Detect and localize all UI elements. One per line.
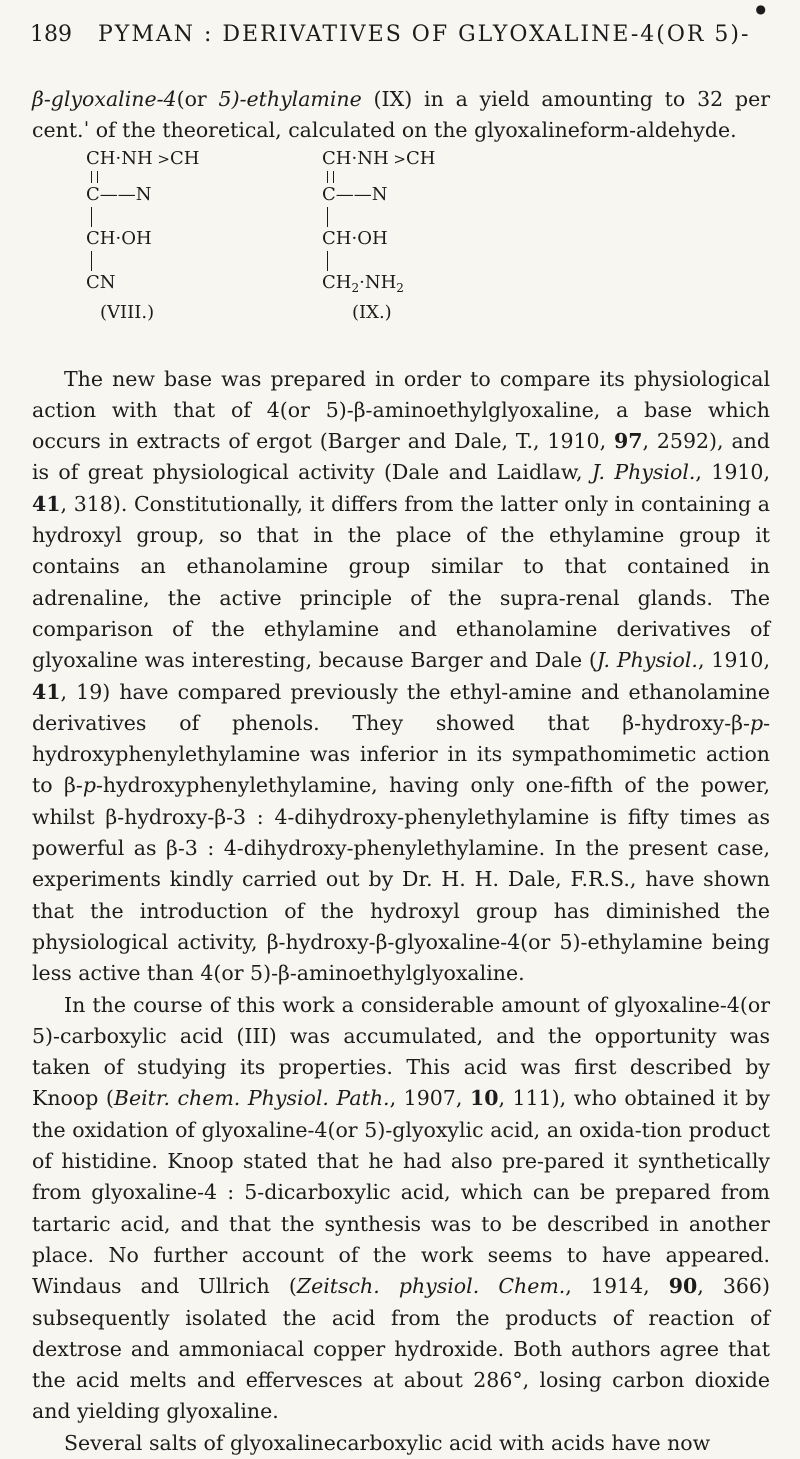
text-run: -hydroxyphenylethylamine, having only one-fifth of the power, whilst β-hydroxy-β-3 : 4-dihydroxy-phenylethylamine is fifty times as powerful as β-3 : 4-dihydroxy-phenylethylamine. In the present case, experiments kindly carried out by Dr. H. H. Dale, F.R.S., have shown that the introduction of the hydroxyl group has diminished the physiological activity, β-hydroxy-β-glyoxaline-4(or 5)-ethylamine being less active than 4(or 5)-β-aminoethylglyoxaline. [32, 773, 770, 986]
text-run: (IX) in a yield amounting to 32 per cent.ˈ of the theoretical, calculated on the glyoxalineform-aldehyde. [32, 87, 770, 143]
formula-subscript: 2 [351, 280, 360, 295]
bond-line [333, 171, 334, 183]
structural-formulae [86, 147, 770, 364]
text-run: (or [176, 87, 219, 111]
text-run: , 1914, [565, 1274, 669, 1299]
volume-number: 90 [668, 1274, 698, 1299]
paragraph-1 [32, 84, 770, 147]
body-text [32, 84, 770, 1459]
bond-line [327, 251, 328, 271]
compound-name-italic: 5)-ethylamine [218, 87, 362, 111]
text-run: , 2592), and is of great physiological activity (Dale and Laidlaw, [32, 429, 770, 485]
journal-name: J. Physiol. [591, 460, 696, 485]
text-run: , 318). Constitutionally, it differs from the latter only in containing a hydroxyl group, so that in the place of the ethylamine group it contains an ethanolamine group similar to that contained in adrenaline, the active principle of the supra-renal glands. The comparison of the ethylamine and ethanolamine derivatives of glyoxaline was interesting, because Barger and Dale ( [32, 491, 770, 673]
formula-text: CH·NH [322, 147, 389, 169]
formula-label: (VIII.) [100, 301, 155, 323]
journal-name: Zeitsch. physiol. Chem. [296, 1274, 566, 1299]
bond-line [97, 171, 98, 183]
volume-number: 97 [613, 429, 643, 454]
formula-row: CH·NH >CH [86, 147, 200, 169]
running-header [30, 22, 770, 47]
formula-row: CH·OH [86, 227, 152, 249]
formula-subscript: 2 [396, 280, 404, 295]
text-run: , 366) subsequently isolated the acid from the products of reaction of dextrose and ammoniacal copper hydroxide. Both authors agree that the acid melts and effervesces at about 286°, losing carbon dioxide and yielding glyoxaline. [32, 1274, 770, 1424]
bond-line [91, 171, 92, 183]
volume-number: 41 [32, 491, 61, 516]
formula-row: C——N [322, 183, 388, 205]
formula-text: CH·NH [86, 147, 153, 169]
journal-name: J. Physiol. [596, 648, 698, 673]
italic-prefix: p [749, 710, 764, 735]
formula-label: (IX.) [352, 301, 392, 323]
formula-text: CH [405, 147, 436, 169]
running-title: PYMAN : DERIVATIVES OF GLYOXALINE-4(OR 5)- [98, 22, 751, 47]
bond-line [91, 207, 92, 227]
bond-line [327, 171, 328, 183]
text-run: , 19) have compared previously the ethyl-amine and ethanolamine derivatives of phenols. They showed that β-hydroxy-β- [32, 679, 770, 735]
formula-text: CH [169, 147, 200, 169]
paragraph-2 [32, 364, 770, 990]
formula-row: CN [86, 271, 116, 293]
formula-viii [86, 147, 256, 364]
text-run: , 1910, [695, 460, 770, 485]
paragraph-3 [32, 990, 770, 1428]
paragraph-4: Several salts of glyoxalinecarboxylic acid with acids have now [64, 1430, 711, 1455]
bond-line [327, 207, 328, 227]
volume-number: 10 [469, 1086, 499, 1111]
volume-number: 41 [32, 679, 61, 704]
formula-row: C——N [86, 183, 152, 205]
text-run: -hydroxyphenylethylamine was inferior in its sympathomimetic action to β- [32, 710, 770, 798]
text-run: In the course of this work a considerable amount of glyoxaline-4(or 5)-carboxylic acid (III) was accumulated, and the opportunity was taken of studying its properties. This acid was first described by Knoop ( [32, 992, 770, 1111]
text-run: , 1907, [389, 1086, 470, 1111]
italic-prefix: p [82, 773, 96, 798]
formula-row: CH·OH [322, 227, 388, 249]
text-run: The new base was prepared in order to compare its physiological action with that of 4(or 5)-β-aminoethylglyoxaline, a base which occurs in extracts of ergot (Barger and Dale, T., 1910, [32, 366, 770, 454]
formula-row: CH·NH >CH [322, 147, 436, 169]
formula-text: CH [322, 271, 352, 293]
formula-ix [322, 147, 492, 364]
bond-line [91, 251, 92, 271]
formula-text: ·NH [359, 271, 397, 293]
journal-name: Beitr. chem. Physiol. Path. [113, 1086, 390, 1111]
formula-row [322, 273, 404, 293]
corner-mark: ● [755, 2, 766, 16]
compound-name-italic: β-glyoxaline-4 [32, 87, 177, 111]
page-number: 189 [30, 22, 72, 47]
text-run: , 1910, [697, 648, 770, 673]
text-run: , 111), who obtained it by the oxidation of glyoxaline-4(or 5)-glyoxylic acid, an oxida-tion product of histidine. Knoop stated that he had also pre-pared it synthetically from glyoxaline-4 : 5-dicarboxylic acid, which can be prepared from tartaric acid, and that the synthesis was to be described in another place. No further account of the work seems to have appeared. Windaus and Ullrich ( [32, 1086, 771, 1299]
